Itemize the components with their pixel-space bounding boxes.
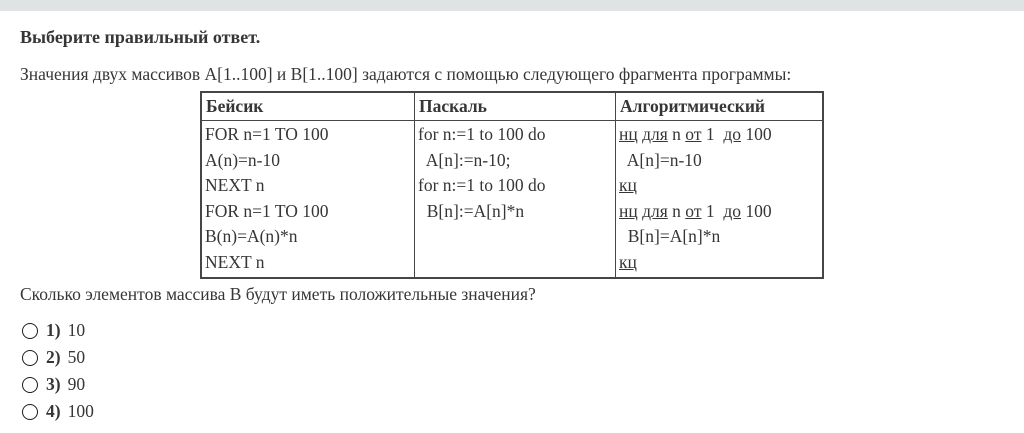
algo-keyword: кц	[619, 251, 637, 272]
table-header-row	[201, 92, 823, 121]
option-number: 2)	[46, 347, 61, 367]
algo-keyword: нц	[619, 124, 638, 144]
code-line: NEXT n	[205, 175, 265, 195]
code-line: нц для n от 1 до 100	[619, 124, 772, 144]
algo-keyword: от	[685, 200, 702, 221]
answer-option-4[interactable]	[22, 398, 1004, 425]
radio-icon[interactable]	[22, 377, 38, 393]
code-line	[619, 173, 819, 199]
question-page	[0, 27, 1024, 425]
col-header-basic: Бейсик	[201, 92, 415, 121]
answer-option-1[interactable]	[22, 317, 1004, 344]
option-value: 100	[67, 401, 94, 421]
code-line: B[n]=A[n]*n	[619, 226, 721, 246]
option-value: 90	[67, 374, 86, 394]
col-header-algorithmic: Алгоритмический	[616, 92, 824, 121]
code-line: FOR n=1 TO 100	[205, 200, 329, 221]
option-number: 1)	[46, 320, 61, 340]
code-line: A[n]:=n-10;	[418, 149, 511, 170]
answer-option-2[interactable]	[22, 344, 1004, 371]
code-line: A[n]=n-10	[619, 149, 702, 170]
code-line	[619, 250, 819, 276]
algo-keyword: нц	[619, 200, 638, 221]
option-value: 50	[67, 347, 86, 367]
intro-text: Значения двух массивов A[1..100] и B[1..100] задаются с помощью следующего фрагмента программы:	[20, 64, 792, 84]
top-bar	[0, 0, 1024, 11]
radio-icon[interactable]	[22, 350, 38, 366]
code-line: FOR n=1 TO 100	[205, 124, 329, 144]
code-line: A(n)=n-10	[205, 149, 280, 170]
algo-keyword: для	[642, 124, 668, 144]
algorithmic-code-cell	[616, 121, 824, 279]
question-text: Сколько элементов массива В будут иметь положительные значения?	[20, 284, 536, 304]
algo-keyword: для	[642, 200, 668, 221]
code-line: нц для n от 1 до 100	[619, 200, 772, 221]
algo-keyword: от	[685, 124, 702, 144]
answer-options	[20, 317, 1004, 425]
col-header-pascal: Паскаль	[415, 92, 616, 121]
algo-keyword: до	[723, 200, 741, 221]
code-line: NEXT n	[205, 251, 265, 272]
table-code-row	[201, 121, 823, 279]
radio-icon[interactable]	[22, 323, 38, 339]
prompt-heading: Выберите правильный ответ.	[20, 27, 261, 47]
code-line: B(n)=A(n)*n	[205, 226, 298, 246]
algo-keyword: кц	[619, 175, 637, 195]
answer-option-3[interactable]	[22, 371, 1004, 398]
algo-keyword: до	[723, 124, 741, 144]
code-line: for n:=1 to 100 do	[418, 124, 546, 144]
pascal-code-cell	[415, 121, 616, 279]
option-number: 4)	[46, 401, 61, 421]
radio-icon[interactable]	[22, 404, 38, 420]
code-table	[200, 91, 824, 279]
option-number: 3)	[46, 374, 61, 394]
option-value: 10	[67, 320, 86, 340]
basic-code-cell	[201, 121, 415, 279]
code-line: B[n]:=A[n]*n	[418, 200, 525, 221]
code-line: for n:=1 to 100 do	[418, 175, 546, 195]
